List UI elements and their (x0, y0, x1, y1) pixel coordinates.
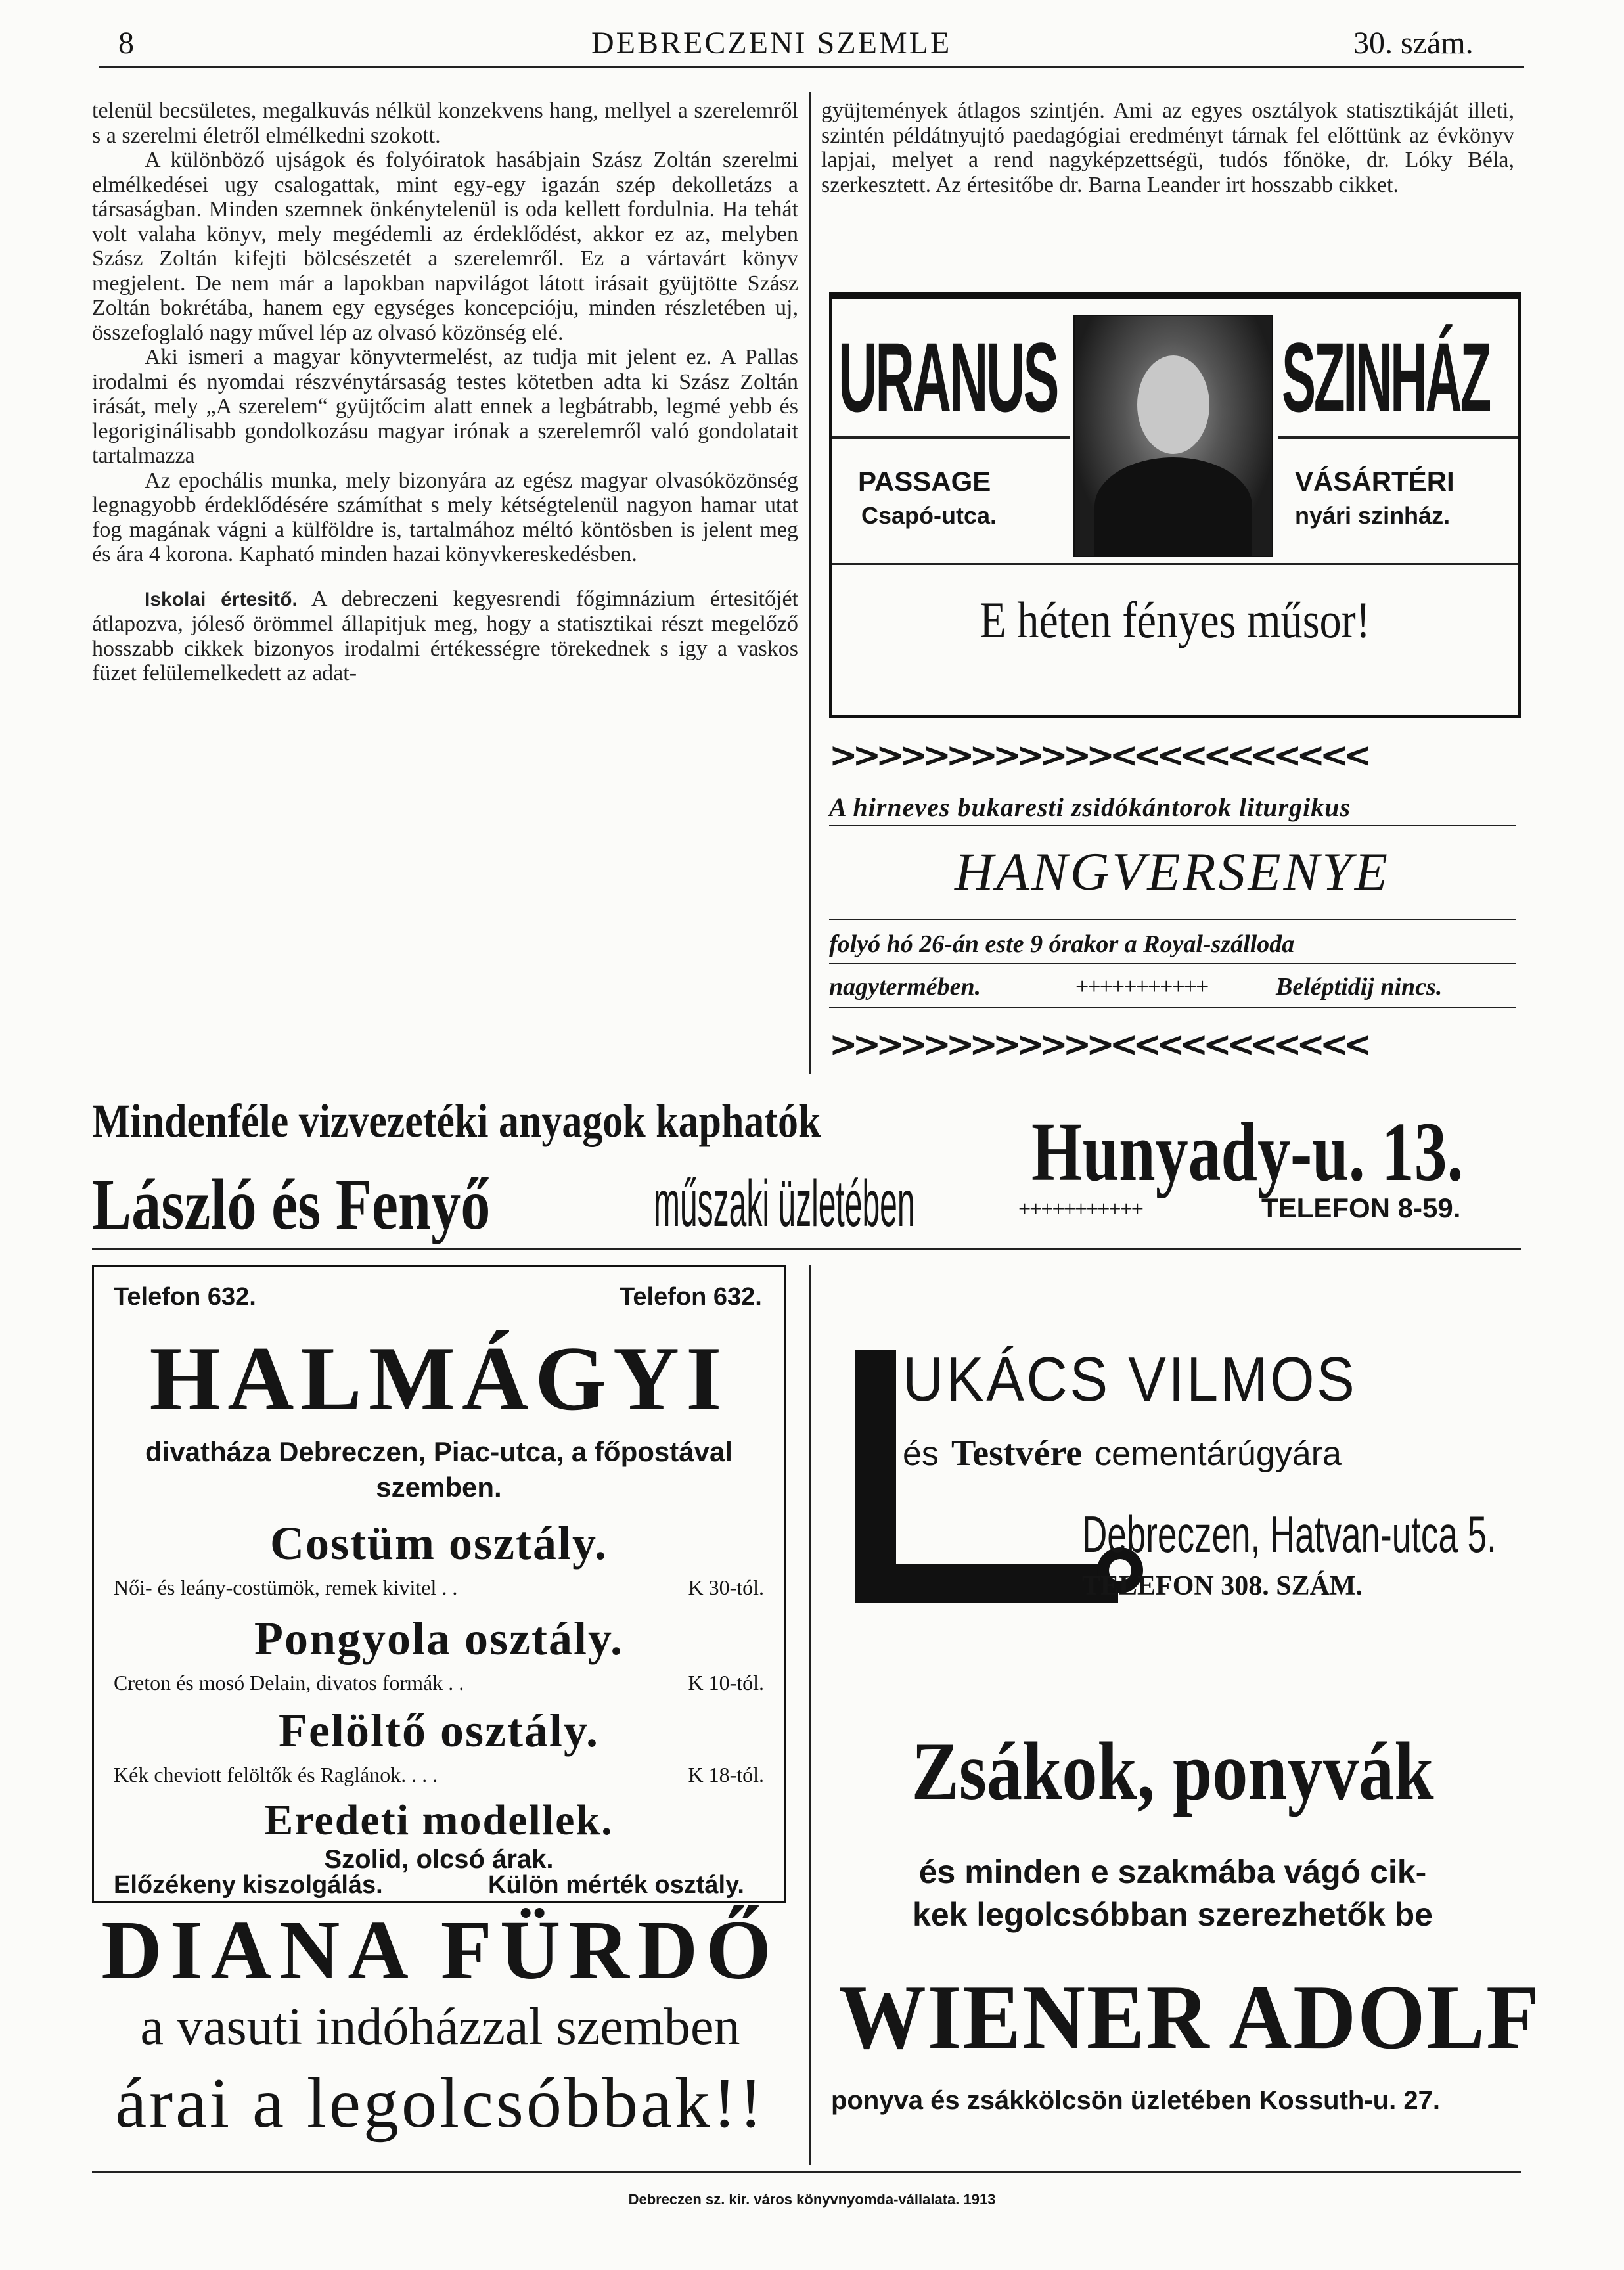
halmagyi-name: HALMÁGYI (149, 1328, 729, 1430)
laszlo-address: Hunyady-u. 13. (1031, 1105, 1464, 1198)
page-number: 8 (118, 26, 134, 60)
halmagyi-section-title: Costüm osztály. (270, 1517, 608, 1570)
header-rule (99, 66, 1524, 68)
concert-line2: folyó hó 26-án este 9 órakor a Royal-szálloda (829, 930, 1295, 958)
wiener-line2: kek legolcsóbban szerezhetők be (913, 1896, 1433, 1933)
laszlo-rule (92, 1248, 1521, 1250)
halmagyi-section-row (114, 1671, 764, 1695)
school-report-heading: Iskolai értesitő. (145, 588, 298, 610)
concert-rule4 (829, 1007, 1516, 1008)
paragraph: telenül becsületes, megalkuvás nélkül konzekvens hang, mellyel a szerelemről s a szerelmi életről elmélkedni szokott. (92, 99, 798, 148)
portrait-body (1094, 457, 1252, 556)
halmagyi-footer-right: Külön mérték osztály. (488, 1871, 744, 1899)
diana-line1: a vasuti indóházzal szemben (140, 1998, 740, 2056)
concert-chevrons-top: >>>>>>>>>>>><<<<<<<<<<< (829, 736, 1367, 775)
uranus-ad (829, 292, 1521, 718)
right-column (821, 99, 1514, 197)
concert-ad (829, 736, 1519, 1078)
halmagyi-section-desc: Női- és leány-costümök, remek kivitel . . (114, 1576, 458, 1599)
uranus-left-line2: Csapó-utca. (861, 502, 997, 529)
lukacs-line1-c: cementárúgyára (1094, 1435, 1342, 1473)
lukacs-initial-letter (855, 1350, 856, 1351)
diana-line2: árai a legolcsóbbak!! (115, 2064, 765, 2143)
laszlo-name: László és Fenyő (92, 1164, 491, 1244)
halmagyi-subtitle: divatháza Debreczen, Piac-utca, a főpostával szemben. (145, 1436, 733, 1503)
halmagyi-section-desc: Creton és mosó Delain, divatos formák . . (114, 1671, 464, 1694)
concert-line3a: nagytermében. (829, 973, 981, 1001)
journal-title: DEBRECZENI SZEMLE (591, 26, 952, 60)
lukacs-address: Debreczen, Hatvan-utca 5. (1082, 1505, 1497, 1563)
lukacs-line1 (903, 1432, 1342, 1474)
halmagyi-section-title: Pongyola osztály. (254, 1612, 623, 1665)
laszlo-crosses: +++++++++++ (1018, 1197, 1142, 1221)
uranus-right-rule (1278, 436, 1518, 439)
laszlo-phone: TELEFON 8-59. (1261, 1192, 1461, 1223)
lukacs-phone: TELEFON 308. SZÁM. (1082, 1571, 1363, 1601)
wiener-footer: ponyva és zsákkölcsön üzletében Kossuth-u. 27. (831, 2086, 1440, 2115)
concert-rule2 (829, 919, 1516, 920)
bottom-rule (92, 2171, 1521, 2173)
laszlo-line1: Mindenféle vizvezetéki anyagok kaphatók (92, 1095, 821, 1147)
school-report-text: A debreczeni kegyesrendi főgimnázium értesitőjét átlapozva, jóleső örömmel állapitjuk meg, hogy a statisztikai részt megelőző hosszabb cikkek bizonyos irodalmi értékességre törekednek s igy a vaskos füzet felülemelkedett az adat- (92, 586, 798, 685)
uranus-right-line1: VÁSÁRTÉRI (1295, 466, 1455, 497)
paragraph: gyüjtemények átlagos szintjén. Ami az egyes osztályok statisztikáját illeti, szintén példátnyujtó paedagógiai eredményt tárnak fel előttünk az évkönyv lapjai, melyet a rend nagyképzettségü, tudós főnöke, dr. Lóky Béla, szerkesztett. Az értesitőbe dr. Barna Leander irt hosszabb cikket. (821, 99, 1514, 197)
concert-title: HANGVERSENYE (955, 842, 1390, 901)
lukacs-line1-b: Testvére (951, 1433, 1083, 1474)
wiener-name: WIENER ADOLF (838, 1966, 1541, 2068)
halmagyi-section-price: K 10-tól. (688, 1671, 764, 1694)
lukacs-line1-a: és (903, 1435, 939, 1473)
lukacs-initial-foot (855, 1564, 1118, 1603)
laszlo-shop: műszaki üzletében (654, 1167, 915, 1240)
concert-crosses: +++++++++++ (1075, 973, 1208, 999)
halmagyi-phone-left: Telefon 632. (114, 1283, 256, 1311)
wiener-headline: Zsákok, ponyvák (911, 1726, 1434, 1817)
left-column (92, 99, 798, 686)
paragraph: Az epochális munka, mely bizonyára az egész magyar olvasóközönség legnagyobb érdeklődésére számíthat s mely kétségtelenül nagyon hamar utat fog magának vágni a külföldre is, tartalmához méltó köntösben is jelent meg és ára 4 korona. Kapható minden hazai könyvkereskedésben. (92, 468, 798, 566)
portrait-face (1137, 355, 1209, 454)
concert-line1: A hirneves bukaresti zsidókántorok liturgikus (829, 792, 1351, 822)
halmagyi-section-row (114, 1763, 764, 1787)
bottom-column-divider (809, 1265, 811, 2165)
paragraph: A különböző ujságok és folyóiratok hasábjain Szász Zoltán szerelmi elmélkedései ugy csalogattak, mint egy-egy igazán szép dekolletázs a társaságban. Minden szemnek önkénytelenül is oda kellett fordulnia. Ha tehát volt valaha könyv, mely megédemli az érdeklődést, akkor ez az, melyben Szász Zoltán kifejti bölcsészetét a szerelemről. Ez a vártavárt könyv megjelent. De nem már a lapokban napvilágot látott irásait gyüjtötte Szász Zoltán bokrétába, hanem egy egységes koncepcióju, minden részletében uj, összefoglaló nagy művel lép az olvasó közönség elé. (92, 148, 798, 345)
uranus-mid-rule (832, 563, 1518, 565)
uranus-right-word: SZINHÁZ (1282, 322, 1490, 432)
lukacs-ad (829, 1288, 1519, 1656)
halmagyi-slogan: Szolid, olcsó árak. (324, 1845, 554, 1874)
lukacs-name: UKÁCS VILMOS (903, 1344, 1357, 1415)
concert-chevrons-bottom: >>>>>>>>>>>><<<<<<<<<<< (829, 1025, 1367, 1064)
uranus-left-word: URANUS (838, 322, 1058, 432)
diana-title: DIANA FÜRDŐ (101, 1903, 779, 1997)
halmagyi-models: Eredeti modellek. (264, 1796, 614, 1844)
issue-number: 30. szám. (1353, 26, 1474, 60)
uranus-tagline: E héten fényes műsor! (980, 591, 1370, 648)
concert-rule3 (829, 963, 1516, 964)
halmagyi-section-title: Felöltő osztály. (279, 1704, 599, 1757)
uranus-left-rule (832, 436, 1070, 439)
halmagyi-section-desc: Kék cheviott felöltők és Raglánok. . . . (114, 1763, 438, 1786)
uranus-right-line2: nyári szinház. (1295, 502, 1451, 529)
imprint: Debreczen sz. kir. város könyvnyomda-vállalata. 1913 (628, 2191, 996, 2208)
wiener-line1: és minden e szakmába vágó cik- (918, 1853, 1427, 1890)
concert-line3b: Beléptidij nincs. (1276, 973, 1443, 1001)
concert-rule1 (829, 825, 1516, 826)
paragraph: Aki ismeri a magyar könyvtermelést, az tudja mit jelent ez. A Pallas irodalmi és nyomdai részvénytársaság testes kötetben adta ki Szász Zoltán irását, mely „A szerelem“ gyüjtőcim alatt ennek a legbátrabb, legmé yebb és legoriginálisabb gondolkozásu magyar irónak a szerelemről való gondolatait tartalmazza (92, 345, 798, 468)
school-report-paragraph (92, 587, 798, 686)
halmagyi-ad (92, 1265, 786, 1903)
halmagyi-footer-left: Előzékeny kiszolgálás. (114, 1871, 383, 1899)
uranus-inner-rule (832, 295, 1518, 299)
halmagyi-section-price: K 30-tól. (688, 1576, 764, 1599)
halmagyi-section-row (114, 1576, 764, 1600)
uranus-left-line1: PASSAGE (858, 466, 991, 497)
column-divider (809, 92, 811, 1074)
halmagyi-section-price: K 18-tól. (688, 1763, 764, 1786)
portrait-photo (1073, 315, 1273, 557)
halmagyi-phone-right: Telefon 632. (620, 1283, 762, 1311)
